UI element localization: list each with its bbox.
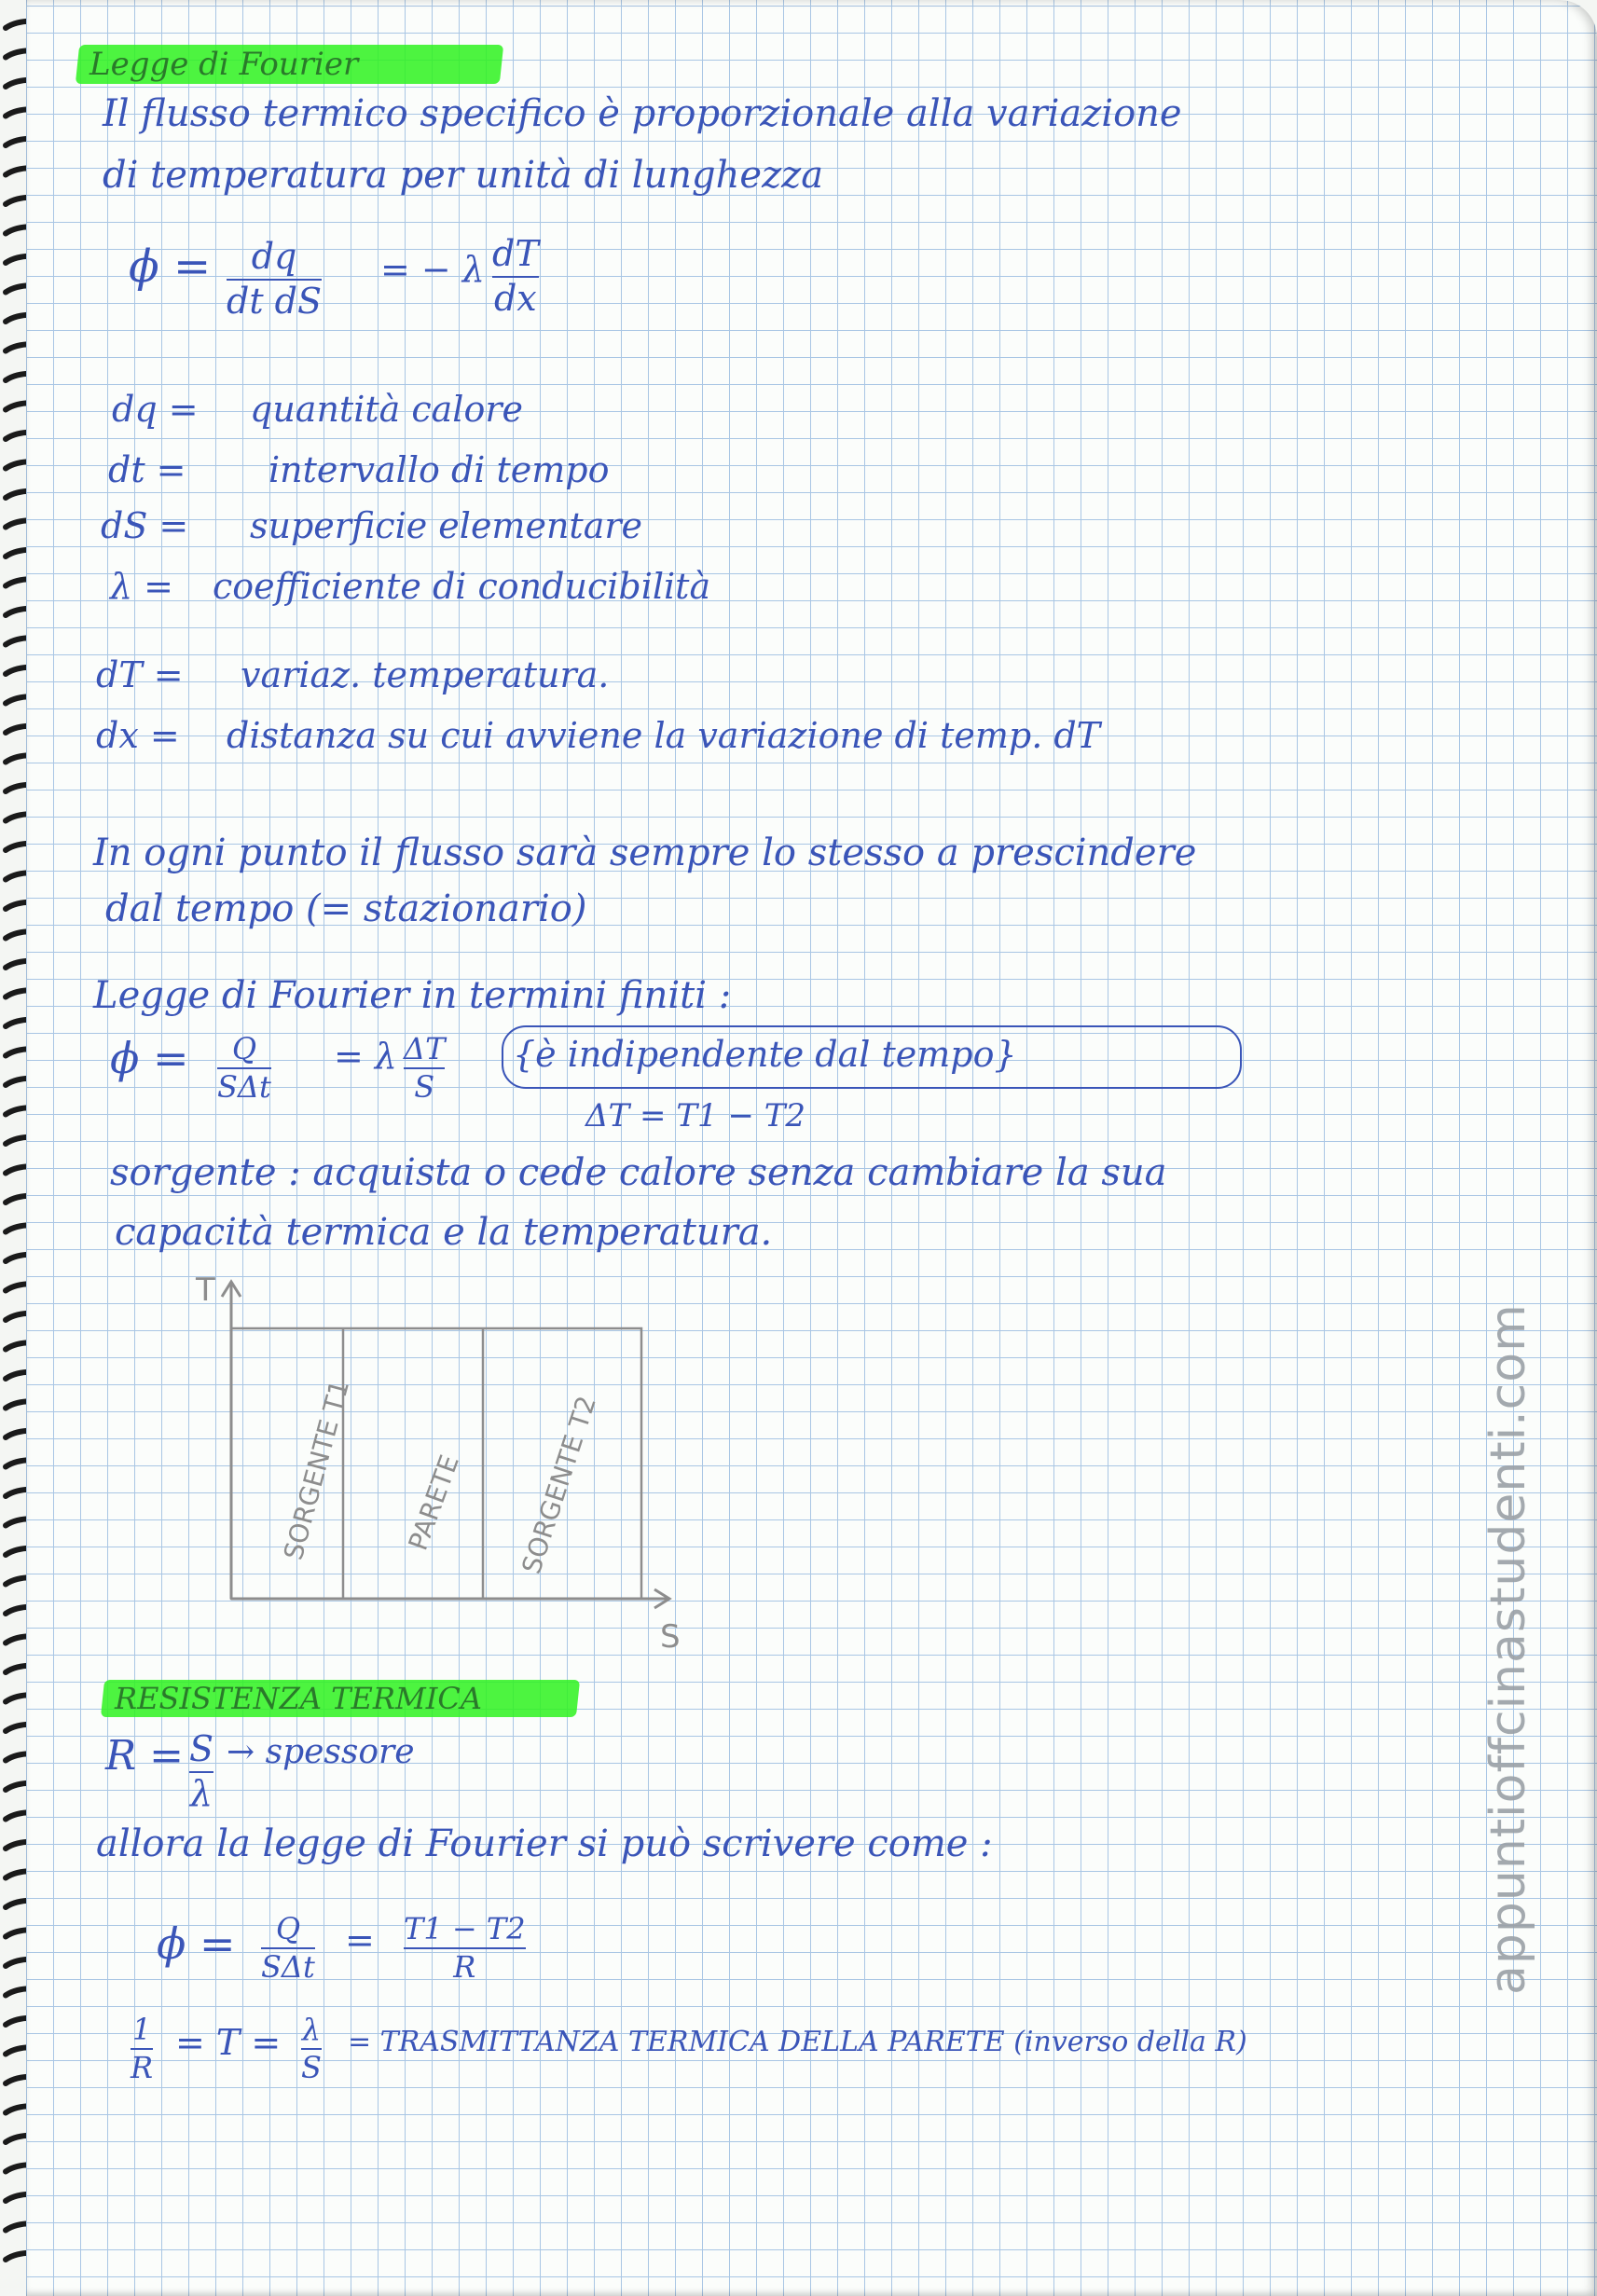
- stationary-line-1: In ogni punto il flusso sarà sempre lo stesso a prescindere: [93, 832, 1197, 874]
- eq2-numerator-2: ΔT: [404, 1031, 446, 1066]
- definition-symbol: λ =: [110, 566, 174, 607]
- eq1-numerator-2: dT: [492, 233, 539, 274]
- transmittance-fraction-2: [301, 2014, 322, 2084]
- diagram-label-wall: PARETE: [402, 1450, 465, 1555]
- eq2-lhs: ϕ =: [110, 1033, 189, 1083]
- eq3-fraction-2: [404, 1913, 526, 1984]
- heading-fourier: Legge di Fourier: [89, 46, 359, 83]
- definition-text: intervallo di tempo: [268, 449, 610, 490]
- eq3-numerator-2: T1 − T2: [404, 1911, 526, 1946]
- eq3-mid: =: [345, 1919, 375, 1960]
- notebook-page: [26, 0, 1597, 2296]
- definition-symbol: dt =: [108, 449, 186, 490]
- definition-symbol: dT =: [96, 654, 184, 695]
- eq1-lhs: ϕ =: [129, 241, 212, 293]
- eq2-delta: ΔT = T1 − T2: [585, 1097, 806, 1134]
- finite-heading: Legge di Fourier in termini finiti :: [93, 974, 732, 1017]
- diagram-label-source-2: SORGENTE T2: [516, 1392, 602, 1578]
- eq2-denominator: SΔt: [217, 1069, 271, 1106]
- eq1-mid: = − λ: [380, 249, 485, 290]
- definition-symbol: dq =: [112, 389, 199, 430]
- eq2-fraction: [217, 1033, 271, 1104]
- diagram-y-axis-label: T: [196, 1272, 215, 1309]
- definition-text: variaz. temperatura.: [241, 654, 610, 695]
- definition-text: quantità calore: [250, 389, 523, 430]
- transmittance-numerator: 1: [131, 2012, 152, 2047]
- resistance-denominator: λ: [189, 1772, 213, 1814]
- eq2-mid: = λ: [334, 1036, 398, 1077]
- resistance-lhs: R =: [105, 1732, 184, 1780]
- transmittance-denominator-2: S: [301, 2050, 322, 2086]
- eq2-numerator: Q: [231, 1031, 257, 1066]
- diagram-x-axis-label: S: [660, 1618, 681, 1656]
- rewrite-line: allora la legge di Fourier si può scrivere come :: [96, 1822, 993, 1865]
- resistance-fraction: [189, 1730, 213, 1814]
- eq3-fraction: [261, 1913, 315, 1984]
- wall-diagram: [185, 1272, 707, 1664]
- intro-line-2: di temperatura per unità di lunghezza: [103, 154, 824, 197]
- eq3-denominator-2: R: [453, 1949, 476, 1986]
- eq1-denominator: dt dS: [227, 280, 323, 322]
- resistance-numerator: S: [189, 1728, 214, 1769]
- eq1-denominator-2: dx: [493, 277, 537, 319]
- eq1-fraction: [227, 238, 322, 322]
- definition-symbol: dx =: [96, 715, 180, 756]
- eq2-denominator-2: S: [414, 1069, 435, 1106]
- eq2-fraction-2: [404, 1033, 445, 1104]
- transmittance-text: = TRASMITTANZA TERMICA DELLA PARETE (inverso della R): [348, 2026, 1247, 2058]
- definition-symbol: dS =: [101, 505, 189, 546]
- transmittance-fraction: [131, 2014, 153, 2084]
- source-line-2: capacità termica e la temperatura.: [115, 1211, 773, 1254]
- diagram-label-source-1: SORGENTE T1: [277, 1376, 356, 1563]
- definition-text: coefficiente di conducibilità: [213, 566, 711, 607]
- eq1-fraction-2: [492, 235, 539, 319]
- intro-line-1: Il flusso termico specifico è proporzionale alla variazione: [103, 92, 1182, 135]
- definition-text: superficie elementare: [250, 505, 643, 546]
- eq1-numerator: dq: [251, 236, 297, 277]
- transmittance-numerator-2: λ: [301, 2012, 322, 2047]
- resistance-note: → spessore: [227, 1733, 415, 1771]
- eq3-numerator: Q: [275, 1911, 301, 1946]
- transmittance-mid: = T =: [175, 2022, 282, 2063]
- eq2-note: {è indipendente dal tempo}: [513, 1034, 1017, 1075]
- stationary-line-2: dal tempo (= stazionario): [105, 887, 587, 930]
- source-line-1: sorgente : acquista o cede calore senza cambiare la sua: [110, 1151, 1167, 1194]
- watermark: appuntioffcinastudenti.com: [1480, 1303, 1536, 1995]
- definition-text: distanza su cui avviene la variazione di temp. dT: [227, 715, 1101, 756]
- transmittance-denominator: R: [131, 2050, 154, 2086]
- heading-resistance: RESISTENZA TERMICA: [115, 1681, 482, 1716]
- eq3-lhs: ϕ =: [157, 1918, 236, 1969]
- eq3-denominator: SΔt: [261, 1949, 315, 1986]
